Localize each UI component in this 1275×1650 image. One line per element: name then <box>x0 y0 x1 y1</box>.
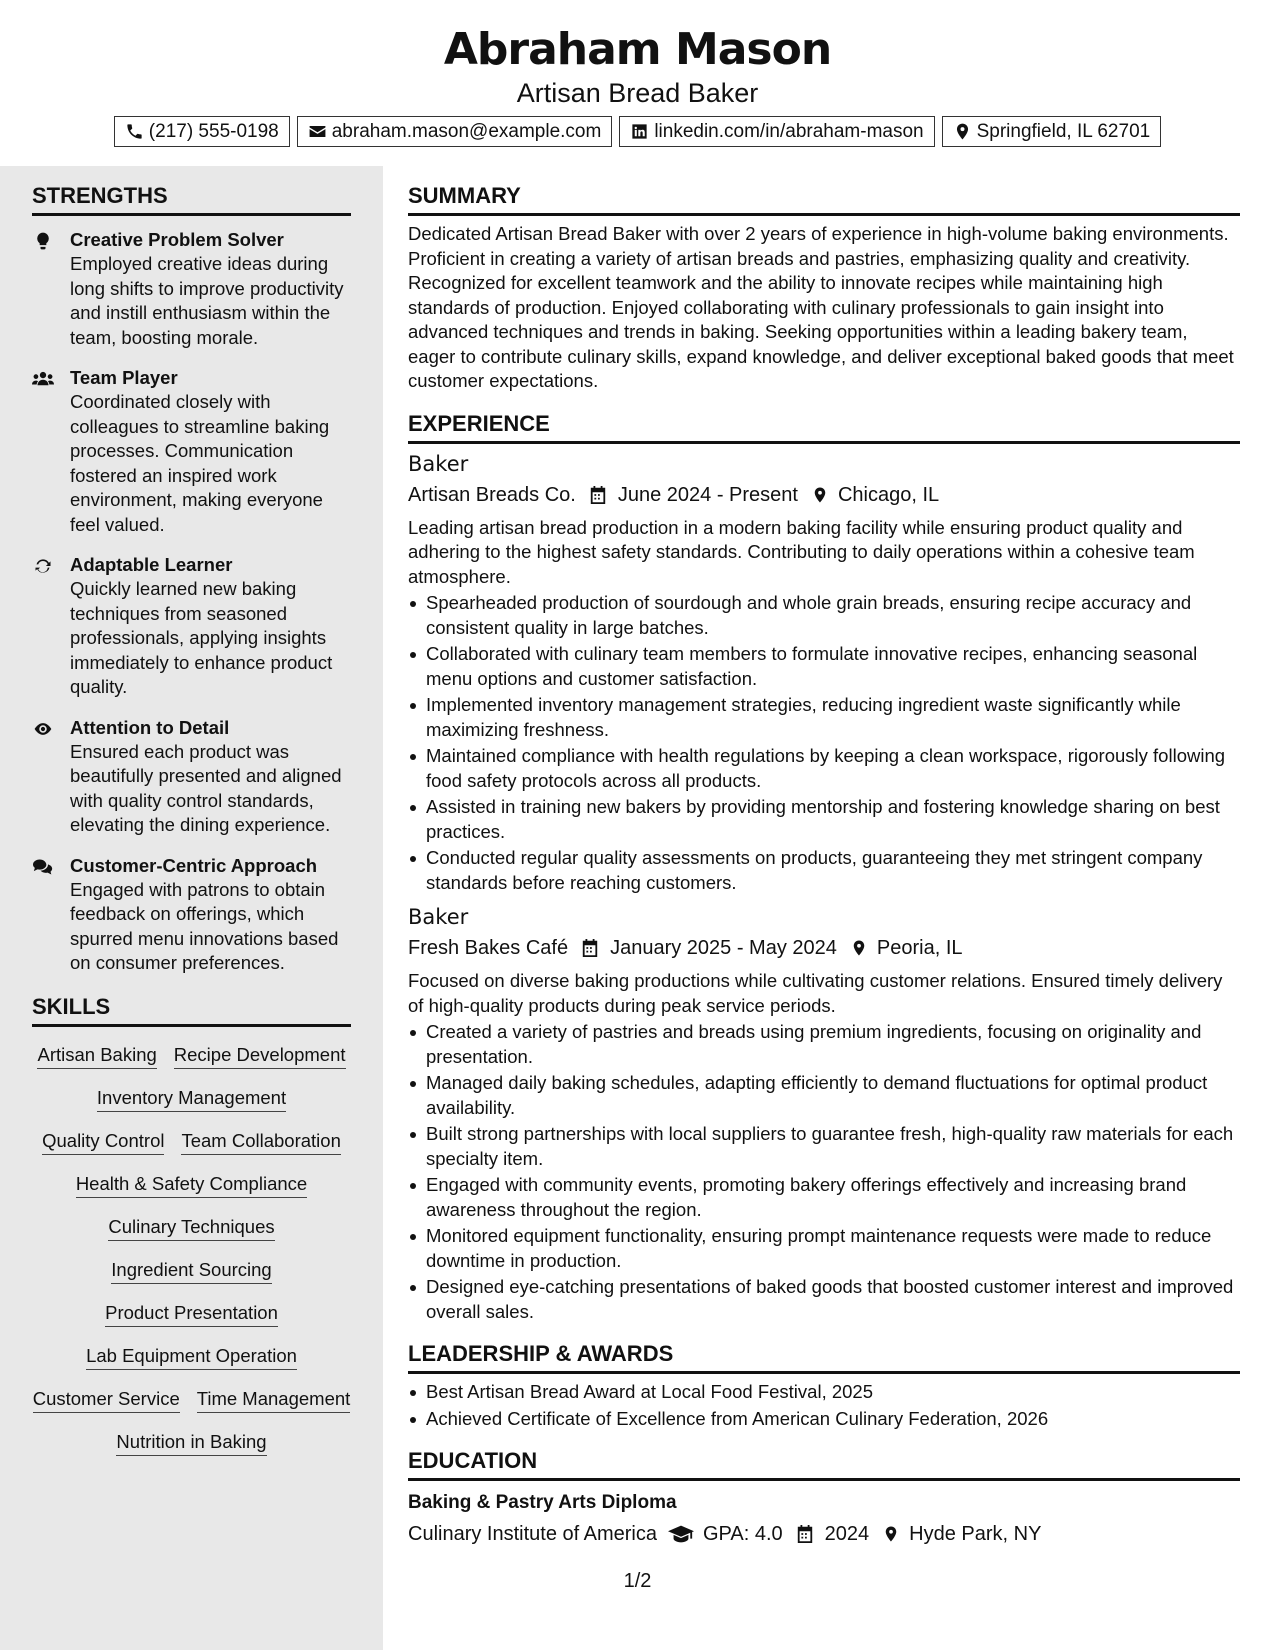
strength-title: Team Player <box>70 367 178 388</box>
lightbulb-icon <box>32 231 54 251</box>
experience-heading: EXPERIENCE <box>408 408 1240 444</box>
job-title: Baker <box>408 451 469 476</box>
skill-tag: Inventory Management <box>97 1086 286 1112</box>
job-bullet: Implemented inventory management strategies, reducing ingredient waste significantly while maximizing freshness. <box>408 693 1240 742</box>
job-bullet: Assisted in training new bakers by providing mentorship and fostering knowledge sharing on best practices. <box>408 795 1240 844</box>
graduation-cap-icon <box>668 1524 694 1544</box>
contact-location-text: Springfield, IL 62701 <box>976 120 1151 142</box>
job-company: Fresh Bakes Café <box>408 937 569 959</box>
job-bullet: Conducted regular quality assessments on products, guaranteeing they met stringent company standards before reaching customers. <box>408 846 1240 895</box>
eye-icon <box>32 719 54 739</box>
strength-item <box>32 853 351 976</box>
linkedin-icon <box>630 122 649 141</box>
job-title: Baker <box>408 905 469 929</box>
strength-desc: Coordinated closely with colleagues to streamline baking processes. Communication fostered an inspired work environment, making everyone feel valued. <box>70 391 330 535</box>
contact-linkedin[interactable] <box>619 116 934 147</box>
candidate-name: Abraham Mason <box>443 24 832 75</box>
strengths-list <box>32 227 351 976</box>
skill-tag: Culinary Techniques <box>108 1215 274 1241</box>
job-entry <box>408 903 1240 1324</box>
skill-tag: Health & Safety Compliance <box>76 1172 307 1198</box>
education-location: Hyde Park, NY <box>909 1523 1042 1545</box>
skill-tag: Recipe Development <box>174 1043 346 1069</box>
contact-location <box>942 116 1162 147</box>
job-location: Peoria, IL <box>876 937 963 959</box>
contact-bar <box>0 116 1275 147</box>
education-year: 2024 <box>824 1523 870 1545</box>
strength-title: Customer-Centric Approach <box>70 854 318 876</box>
education-school: Culinary Institute of America <box>408 1523 657 1545</box>
skill-tag: Product Presentation <box>105 1301 278 1327</box>
skills-heading: SKILLS <box>32 991 351 1027</box>
skill-tag: Nutrition in Baking <box>116 1430 266 1456</box>
contact-phone-text: (217) 555-0198 <box>148 120 279 142</box>
strength-title: Adaptable Learner <box>70 554 233 575</box>
calendar-icon <box>581 938 599 958</box>
skill-tag: Customer Service <box>33 1387 180 1413</box>
job-bullet: Maintained compliance with health regulations by keeping a clean workspace, rigorously following food safety protocols across all products. <box>408 744 1240 793</box>
strength-desc: Engaged with patrons to obtain feedback on offerings, which spurred menu innovations based on consumer preferences. <box>70 878 339 973</box>
strength-title: Attention to Detail <box>70 716 230 738</box>
strength-desc: Employed creative ideas during long shifts to improve productivity and instill enthusiasm within the team, boosting morale. <box>70 253 344 348</box>
skill-tag: Artisan Baking <box>37 1043 156 1069</box>
job-bullet: Designed eye-catching presentations of baked goods that boosted customer interest and improved overall sales. <box>408 1275 1240 1324</box>
strength-desc: Quickly learned new baking techniques from seasoned professionals, applying insights immediately to enhance product quality. <box>70 578 333 697</box>
skill-tag: Quality Control <box>42 1129 164 1155</box>
job-bullet: Monitored equipment functionality, ensuring prompt maintenance requests were made to reduce downtime in production. <box>408 1224 1240 1273</box>
job-location: Chicago, IL <box>837 483 940 506</box>
award-item: Achieved Certificate of Excellence from American Culinary Federation, 2026 <box>408 1407 1240 1432</box>
resume-header <box>0 0 1275 147</box>
users-icon <box>32 369 54 389</box>
contact-linkedin-text: linkedin.com/in/abraham-mason <box>654 120 924 142</box>
job-description: Focused on diverse baking productions while cultivating customer relations. Ensured timely delivery of high-quality products during peak service periods. <box>408 970 1223 1016</box>
education-meta <box>408 1519 1240 1549</box>
page-number: 1/2 <box>623 1570 652 1592</box>
job-meta <box>408 933 1240 963</box>
job-bullet: Engaged with community events, promoting bakery offerings effectively and increasing brand awareness throughout the region. <box>408 1173 1240 1222</box>
summary-text: Dedicated Artisan Bread Baker with over 2 years of experience in high-volume baking environments. Proficient in creating a variety of artisan breads and pastries, emphasizing quality and creativity. Recognized for excellent teamwork and the ability to innovate recipes while maintaining high standards of production. Enjoyed collaborating with culinary professionals to gain insight into advanced techniques and trends in baking. Seeking opportunities within a leading bakery team, eager to contribute culinary skills, expand knowledge, and deliver exceptional baked goods that meet customer expectations. <box>408 223 1234 391</box>
location-pin-icon <box>811 485 829 505</box>
strength-item <box>32 715 351 838</box>
calendar-icon <box>796 1524 814 1544</box>
candidate-title: Artisan Bread Baker <box>516 78 759 108</box>
skill-tag: Time Management <box>197 1387 351 1413</box>
skill-tag: Lab Equipment Operation <box>86 1344 297 1370</box>
job-entry <box>408 450 1240 896</box>
contact-phone[interactable] <box>114 116 290 147</box>
job-meta <box>408 480 1240 510</box>
award-item: Best Artisan Bread Award at Local Food Festival, 2025 <box>408 1380 1240 1405</box>
strength-item <box>32 552 351 700</box>
strengths-heading: STRENGTHS <box>32 180 351 216</box>
contact-email-text: abraham.mason@example.com <box>331 120 602 142</box>
strength-item <box>32 365 351 537</box>
comments-icon <box>32 857 54 877</box>
strength-item <box>32 227 351 350</box>
right-column <box>408 180 1240 1549</box>
leadership-heading: LEADERSHIP & AWARDS <box>408 1338 1240 1374</box>
job-bullet: Spearheaded production of sourdough and whole grain breads, ensuring recipe accuracy and consistent quality in large batches. <box>408 591 1240 640</box>
strength-desc: Ensured each product was beautifully presented and aligned with quality control standards, elevating the dining experience. <box>70 740 342 835</box>
location-pin-icon <box>882 1524 900 1544</box>
calendar-icon <box>589 485 607 505</box>
job-company: Artisan Breads Co. <box>408 483 576 506</box>
education-degree: Baking & Pastry Arts Diploma <box>408 1492 677 1513</box>
contact-email[interactable] <box>297 116 613 147</box>
leadership-list <box>408 1380 1240 1431</box>
location-pin-icon <box>850 938 868 958</box>
envelope-icon <box>308 122 327 141</box>
location-pin-icon <box>953 122 972 141</box>
left-column <box>32 180 351 1456</box>
job-bullet: Managed daily baking schedules, adapting efficiently to demand fluctuations for optimal product availability. <box>408 1071 1240 1120</box>
skill-tag: Ingredient Sourcing <box>111 1258 271 1284</box>
job-bullets <box>408 591 1240 895</box>
skill-tag: Team Collaboration <box>181 1129 340 1155</box>
sync-icon <box>32 556 54 576</box>
phone-icon <box>125 122 144 141</box>
education-heading: EDUCATION <box>408 1445 1240 1481</box>
job-description: Leading artisan bread production in a modern baking facility while ensuring product quality and adhering to the highest safety standards. Contributing to daily operations within a cohesive team atmosphere. <box>408 516 1195 587</box>
strength-title: Creative Problem Solver <box>70 229 284 250</box>
job-bullet: Collaborated with culinary team members to formulate innovative recipes, enhancing seasonal menu options and customer satisfaction. <box>408 642 1240 691</box>
job-dates: January 2025 - May 2024 <box>610 937 837 959</box>
summary-heading: SUMMARY <box>408 180 1240 216</box>
education-gpa: GPA: 4.0 <box>703 1523 783 1545</box>
job-bullet: Created a variety of pastries and breads using premium ingredients, focusing on originality and presentation. <box>408 1020 1240 1069</box>
skills-list <box>32 1043 351 1456</box>
job-bullets <box>408 1020 1240 1324</box>
job-bullet: Built strong partnerships with local suppliers to guarantee fresh, high-quality raw materials for each specialty item. <box>408 1122 1240 1171</box>
job-dates: June 2024 - Present <box>617 483 798 506</box>
